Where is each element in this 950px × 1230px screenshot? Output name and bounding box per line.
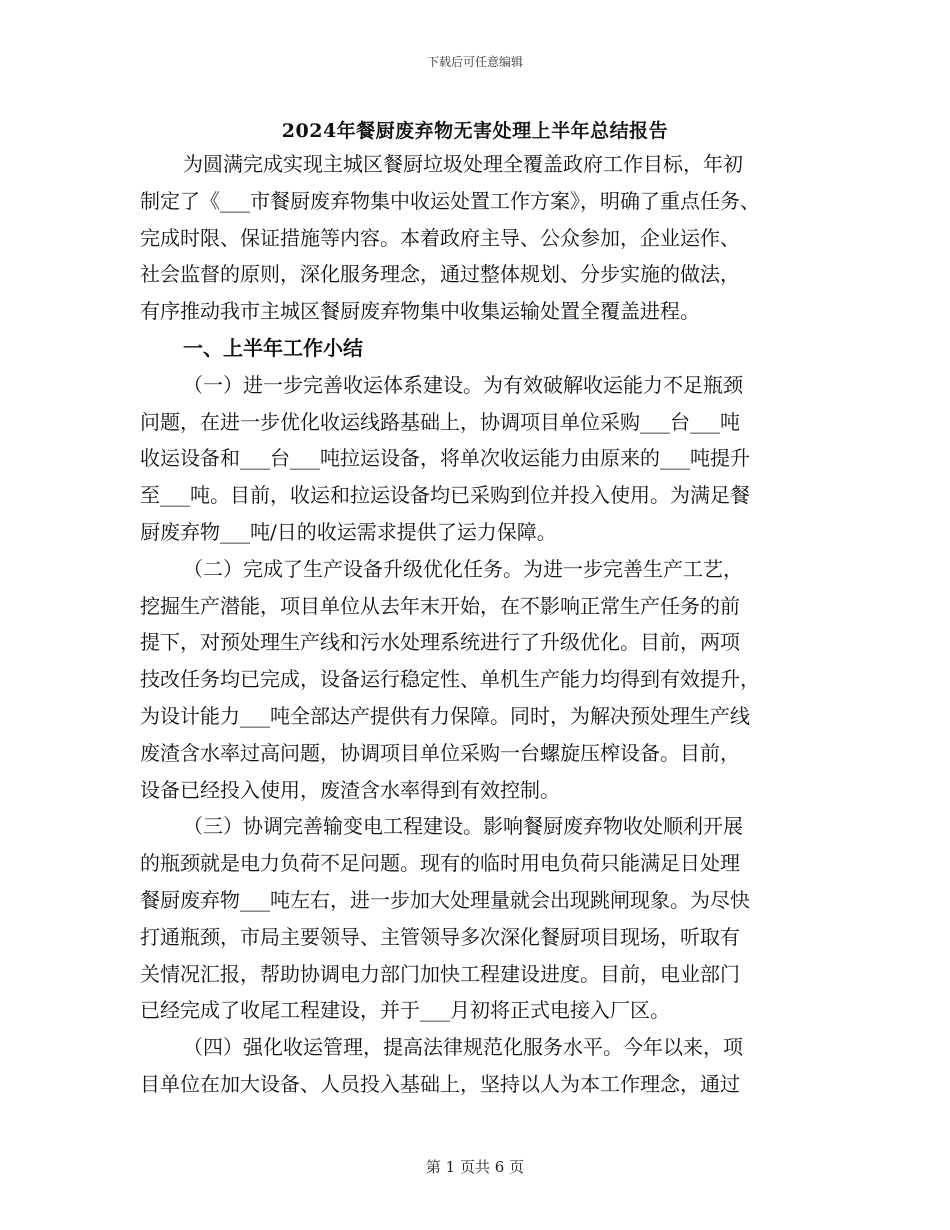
- document-body: [140, 146, 840, 1103]
- text-line: 制定了《___市餐厨废弃物集中收运处置工作方案》，明确了重点任务、: [140, 188, 760, 213]
- text-line: 技改任务均已完成，设备运行稳定性、单机生产能力均得到有效提升，: [140, 667, 760, 692]
- page-header-note: 下载后可任意编辑: [426, 55, 523, 69]
- document-title: 2024年餐厨废弃物无害处理上半年总结报告: [281, 120, 669, 142]
- text-line: 关情况汇报，帮助协调电力部门加快工程建设进度。目前，电业部门: [140, 961, 740, 986]
- text-line: 目单位在加大设备、人员投入基础上，坚持以人为本工作理念，通过: [140, 1071, 740, 1096]
- text-line: 至___吨。目前，收运和拉运设备均已采购到位并投入使用。为满足餐: [140, 483, 750, 508]
- page-footer: 第 1 页共 6 页: [425, 1158, 525, 1176]
- text-line: （四）强化收运管理，提高法律规范化服务水平。今年以来，项: [183, 1035, 743, 1060]
- text-line: 挖掘生产潜能，项目单位从去年末开始，在不影响正常生产任务的前: [140, 593, 740, 618]
- text-line: 完成时限、保证措施等内容。本着政府主导、公众参加，企业运作、: [140, 225, 740, 250]
- text-line: （三）协调完善输变电工程建设。影响餐厨废弃物收处顺利开展: [183, 814, 743, 839]
- text-line: 设备已经投入使用，废渣含水率得到有效控制。: [140, 777, 560, 802]
- text-line: 废渣含水率过高问题，协调项目单位采购一台螺旋压榨设备。目前，: [140, 740, 740, 765]
- text-line: 提下，对预处理生产线和污水处理系统进行了升级优化。目前，两项: [140, 630, 740, 655]
- text-line: 收运设备和___台___吨拉运设备，将单次收运能力由原来的___吨提升: [140, 446, 750, 471]
- text-line: 的瓶颈就是电力负荷不足问题。现有的临时用电负荷只能满足日处理: [140, 851, 740, 876]
- text-line: 有序推动我市主城区餐厨废弃物集中收集运输处置全覆盖进程。: [140, 299, 700, 324]
- text-line: 为设计能力___吨全部达产提供有力保障。同时，为解决预处理生产线: [140, 703, 750, 728]
- text-line: 厨废弃物___吨/日的收运需求提供了运力保障。: [140, 519, 557, 544]
- text-line: 打通瓶颈，市局主要领导、主管领导多次深化餐厨项目现场，听取有: [140, 924, 740, 949]
- text-line: 为圆满完成实现主城区餐厨垃圾处理全覆盖政府工作目标，年初: [183, 152, 743, 176]
- text-line: 已经完成了收尾工程建设，并于___月初将正式电接入厂区。: [140, 998, 670, 1023]
- text-line: 问题，在进一步优化收运线路基础上，协调项目单位采购___台___吨: [140, 409, 740, 434]
- text-line: （二）完成了生产设备升级优化任务。为进一步完善生产工艺，: [183, 556, 743, 581]
- text-line: 餐厨废弃物___吨左右，进一步加大处理量就会出现跳闸现象。为尽快: [140, 887, 750, 912]
- text-line: 社会监督的原则，深化服务理念，通过整体规划、分步实施的做法，: [140, 262, 740, 287]
- text-line: （一）进一步完善收运体系建设。为有效破解收运能力不足瓶颈: [183, 372, 743, 397]
- section-heading: 一、上半年工作小结: [183, 335, 363, 360]
